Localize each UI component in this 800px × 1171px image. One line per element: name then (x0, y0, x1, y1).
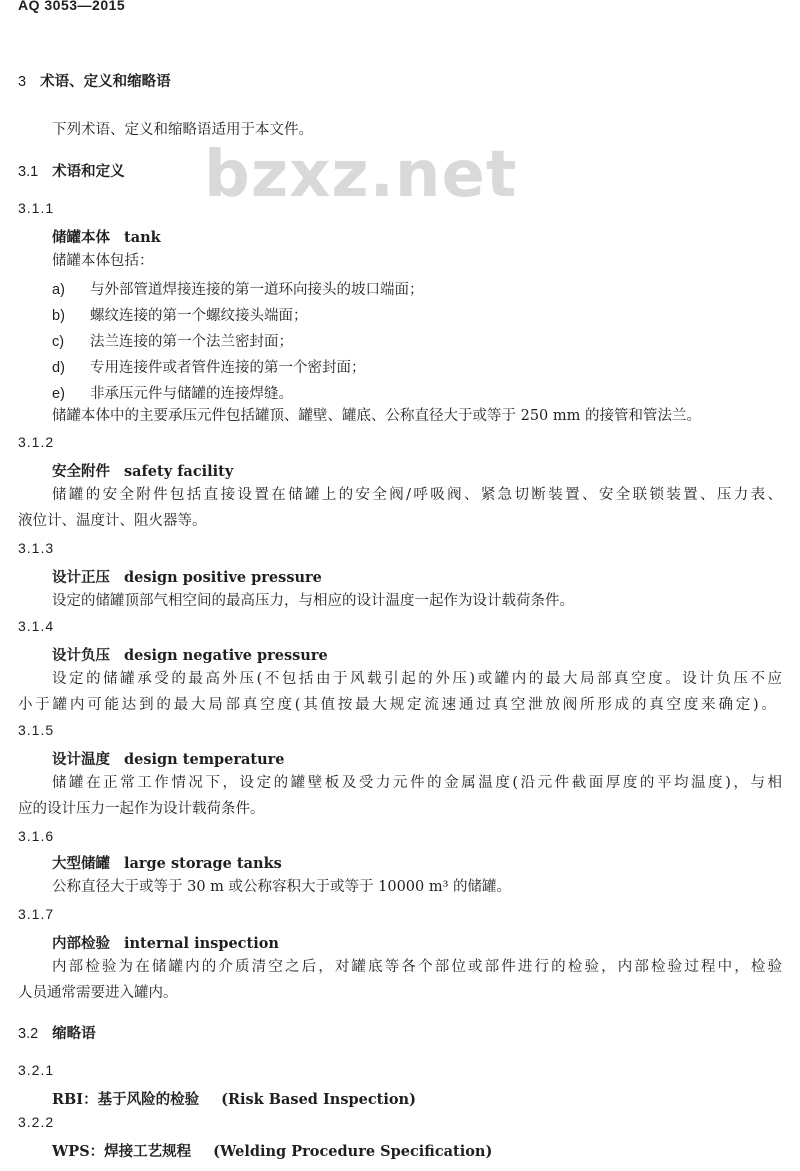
term-heading (52, 566, 322, 587)
term-en: design positive pressure (124, 569, 322, 586)
abbrev-number: 3.2.1 (18, 1062, 55, 1078)
section-3-heading (18, 70, 171, 91)
list-item (52, 330, 293, 351)
term-number: 3.1.4 (18, 618, 55, 634)
term-en: safety facility (124, 463, 234, 480)
term-heading (52, 748, 285, 769)
section-title: 术语、定义和缩略语 (40, 73, 171, 90)
term-heading (52, 932, 279, 953)
term-number: 3.1.6 (18, 828, 55, 844)
abbrev-heading (52, 1088, 416, 1109)
term-heading (52, 226, 161, 247)
abbrev-en: (Risk Based Inspection) (221, 1091, 416, 1108)
list-item (52, 304, 308, 325)
abbrev-label: RBI：基于风险的检验 (52, 1091, 200, 1108)
list-marker: b) (52, 308, 65, 324)
list-item (52, 382, 293, 403)
term-zh: 设计正压 (52, 569, 110, 586)
term-en: internal inspection (124, 935, 279, 952)
term-zh: 设计负压 (52, 647, 110, 664)
section-number: 3 (18, 74, 27, 90)
term-number: 3.1.3 (18, 540, 55, 556)
term-definition: 储罐本体包括： (52, 253, 154, 269)
term-heading (52, 644, 328, 665)
term-heading (52, 460, 233, 481)
term-zh: 安全附件 (52, 463, 110, 480)
list-marker: e) (52, 386, 65, 402)
section-intro: 下列术语、定义和缩略语适用于本文件。 (52, 122, 313, 138)
term-definition: 公称直径大于或等于 30 m 或公称容积大于或等于 10000 m³ 的储罐。 (52, 879, 512, 895)
term-zh: 大型储罐 (52, 855, 110, 872)
list-item (52, 278, 424, 299)
list-marker: c) (52, 334, 65, 350)
section-number: 3.1 (18, 164, 39, 180)
term-definition: 设定的储罐顶部气相空间的最高压力，与相应的设计温度一起作为设计载荷条件。 (52, 593, 574, 609)
abbrev-heading (52, 1140, 492, 1161)
section-title: 术语和定义 (52, 163, 125, 180)
list-marker: a) (52, 282, 65, 298)
abbrev-label: WPS：焊接工艺规程 (52, 1143, 192, 1160)
term-definition: 储罐的安全附件包括直接设置在储罐上的安全阀/呼吸阀、紧急切断装置、安全联锁装置、压力表、 (52, 487, 782, 503)
abbrev-en: (Welding Procedure Specification) (213, 1143, 493, 1160)
term-definition-cont: 液位计、温度计、阻火器等。 (18, 513, 207, 529)
watermark: bzxz.net (204, 138, 518, 212)
term-zh: 储罐本体 (52, 229, 110, 246)
section-title: 缩略语 (52, 1025, 96, 1042)
term-zh: 设计温度 (52, 751, 110, 768)
list-item (52, 356, 366, 377)
term-definition: 内部检验为在储罐内的介质清空之后，对罐底等各个部位或部件进行的检验，内部检验过程中，检验 (52, 959, 782, 975)
section-number: 3.2 (18, 1026, 39, 1042)
list-text: 专用连接件或者管件连接的第一个密封面； (90, 360, 366, 376)
term-definition: 储罐本体中的主要承压元件包括罐顶、罐壁、罐底、公称直径大于或等于 250 mm 的接管和管法兰。 (52, 408, 701, 424)
term-definition-cont: 应的设计压力一起作为设计载荷条件。 (18, 801, 265, 817)
term-en: large storage tanks (124, 855, 282, 872)
term-en: tank (124, 229, 161, 246)
term-number: 3.1.7 (18, 906, 55, 922)
list-text: 与外部管道焊接连接的第一道环向接头的坡口端面； (90, 282, 424, 298)
term-definition: 储罐在正常工作情况下，设定的罐壁板及受力元件的金属温度(沿元件截面厚度的平均温度)，与相 (52, 775, 782, 791)
section-3-1-heading (18, 160, 125, 181)
term-definition: 设定的储罐承受的最高外压(不包括由于风载引起的外压)或罐内的最大局部真空度。设计负压不应 (52, 671, 782, 687)
term-number: 3.1.1 (18, 200, 55, 216)
term-number: 3.1.5 (18, 722, 55, 738)
term-number: 3.1.2 (18, 434, 55, 450)
term-zh: 内部检验 (52, 935, 110, 952)
list-text: 非承压元件与储罐的连接焊缝。 (90, 386, 293, 402)
term-definition-cont: 人员通常需要进入罐内。 (18, 985, 178, 1001)
section-3-2-heading (18, 1022, 96, 1043)
term-definition-cont: 小于罐内可能达到的最大局部真空度(其值按最大规定流速通过真空泄放阀所形成的真空度来确定)。 (18, 697, 776, 713)
abbrev-number: 3.2.2 (18, 1114, 55, 1130)
list-text: 螺纹连接的第一个螺纹接头端面； (90, 308, 308, 324)
term-en: design negative pressure (124, 647, 328, 664)
list-text: 法兰连接的第一个法兰密封面； (90, 334, 293, 350)
term-heading (52, 852, 282, 873)
page-header: AQ 3053—2015 (18, 0, 126, 13)
term-en: design temperature (124, 751, 285, 768)
list-marker: d) (52, 360, 65, 376)
